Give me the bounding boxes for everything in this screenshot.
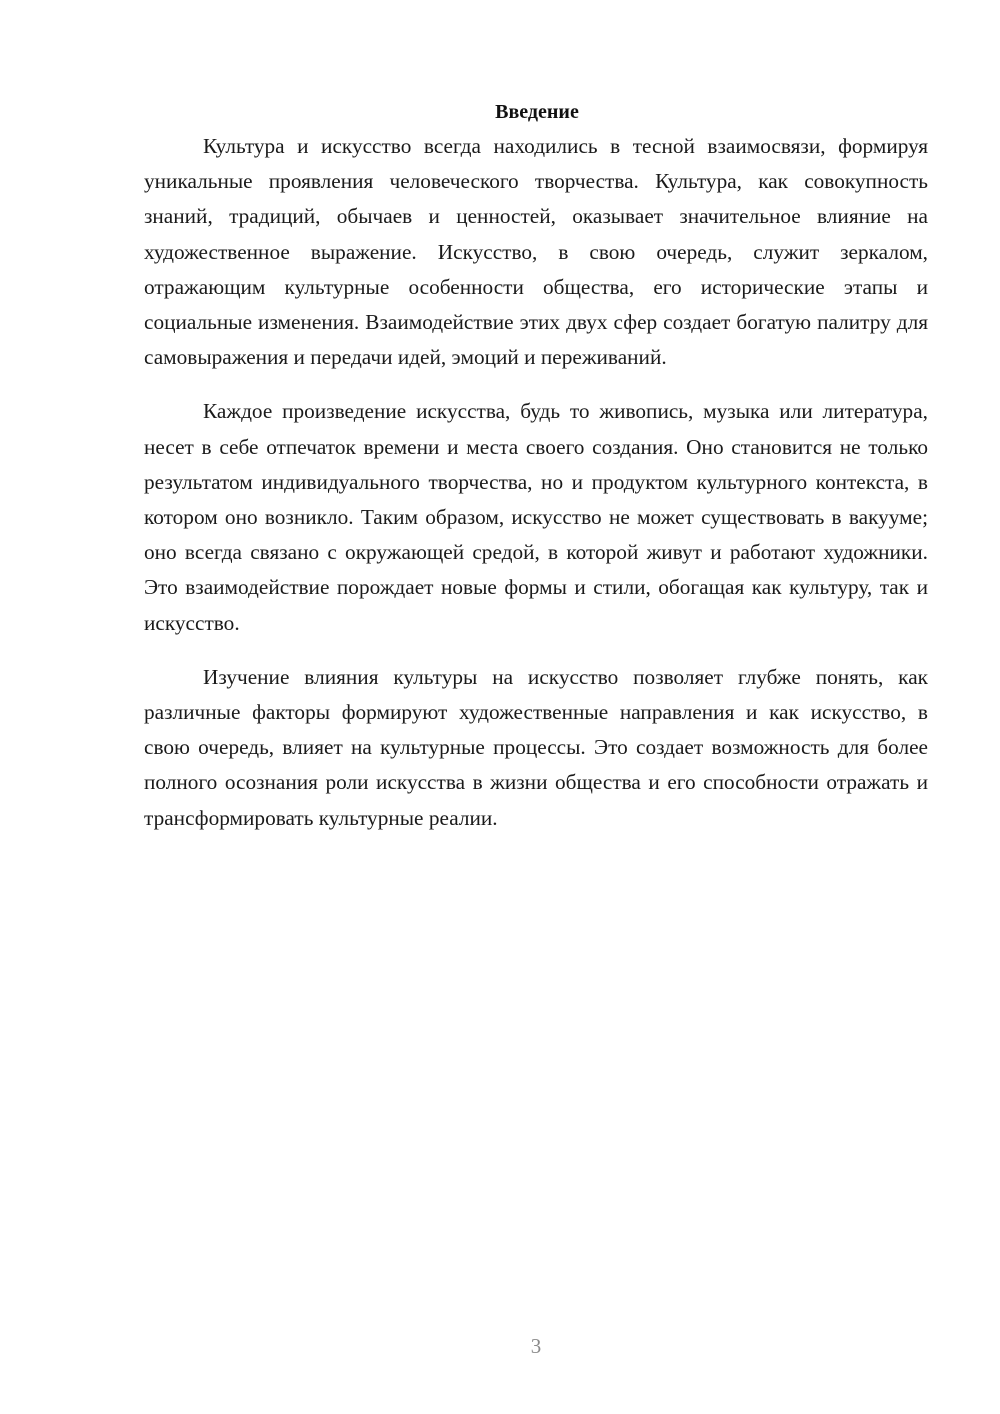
page-number: 3 (530, 1334, 542, 1358)
page-content (144, 97, 928, 836)
paragraph-2: Каждое произведение искусства, будь то живопись, музыка или литература, несет в себе отпечаток времени и места своего создания. Оно становится не только результатом индивидуального творчества, но и продуктом культурного контекста, в котором оно возникло. Таким образом, искусство не может существовать в вакууме; оно всегда связано с окружающей средой, в которой живут и работают художники. Это взаимодействие порождает новые формы и стили, обогащая как культуру, так и искусство. (144, 399, 928, 635)
section-title: Введение (495, 101, 579, 123)
paragraph-3: Изучение влияния культуры на искусство позволяет глубже понять, как различные факторы формируют художественные направления и как искусство, в свою очередь, влияет на культурные процессы. Это создает возможность для более полного осознания роли искусства в жизни общества и его способности отражать и трансформировать культурные реалии. (144, 664, 928, 830)
paragraph-1: Культура и искусство всегда находились в тесной взаимосвязи, формируя уникальные проявления человеческого творчества. Культура, как совокупность знаний, традиций, обычаев и ценностей, оказывает значительное влияние на художественное выражение. Искусство, в свою очередь, служит зеркалом, отражающим культурные особенности общества, его исторические этапы и социальные изменения. Взаимодействие этих двух сфер создает богатую палитру для самовыражения и передачи идей, эмоций и переживаний. (144, 134, 928, 370)
